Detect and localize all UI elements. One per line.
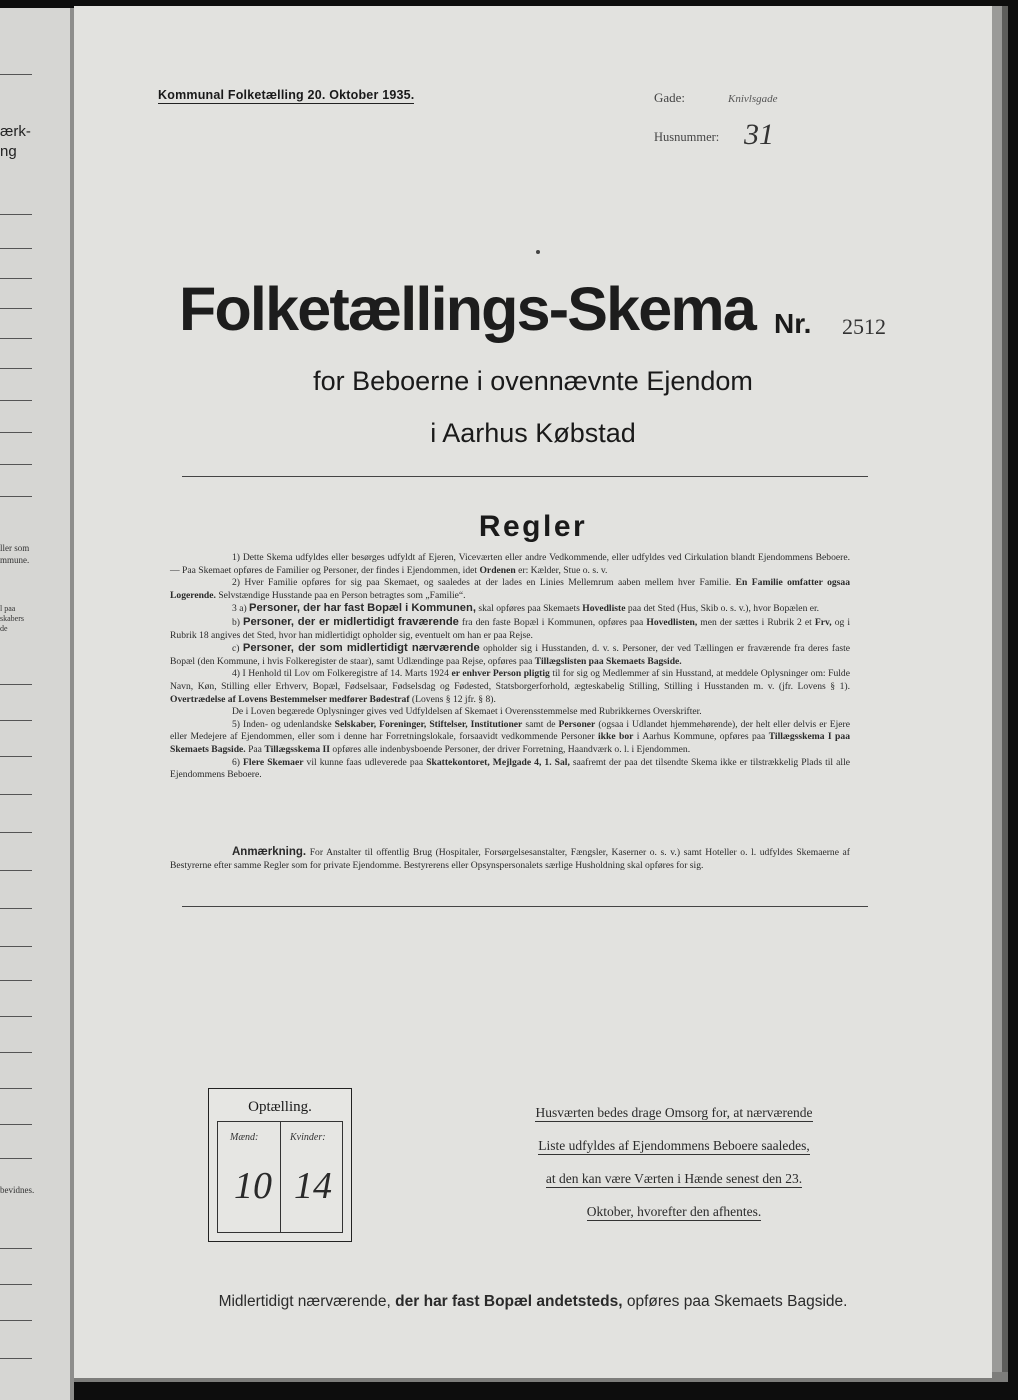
divider [0, 278, 32, 279]
left-page-text: ærk- [0, 123, 31, 140]
divider [0, 1124, 32, 1125]
men-label: Mænd: [230, 1132, 259, 1143]
divider [0, 908, 32, 909]
divider [0, 1320, 32, 1321]
page-edge [1002, 6, 1008, 1378]
page-edge [992, 6, 1002, 1378]
column-divider [280, 1122, 281, 1232]
divider-rule [182, 476, 868, 477]
divider [0, 1284, 32, 1285]
count-box [208, 1088, 352, 1242]
rules-heading: Regler [478, 510, 588, 543]
divider [0, 1358, 32, 1359]
divider [0, 496, 32, 497]
left-page-fragment [0, 8, 74, 1400]
divider [0, 832, 32, 833]
rules-text [170, 552, 850, 782]
left-page-text: ng [0, 143, 17, 160]
left-page-text: bevidnes. [0, 1185, 35, 1195]
rule-paragraph: b) Personer, der er midlertidigt fraværende fra den faste Bopæl i Kommunen, opføres paa Hovedlisten, men der sættes i Rubrik 2 et Frv, og i Rubrik 18 angives det Sted, hvor han midlertidigt opholder sig, eventuelt om han er paa Rejse. [170, 615, 850, 641]
rule-paragraph: 5) Inden- og udenlandske Selskaber, Foreninger, Stiftelser, Institutioner samt de Personer (ogsaa i Udlandet hjemmehørende), der helt eller delvis er Ejere eller Medejere af Ejendommen, eller som i denne har Forretningslokale, forsaavidt vedkommende Personer ikke bor i Aarhus Kommune, opføres paa Tillægsskema I paa Skemaets Bagside. Paa Tillægsskema II opføres alle indenbysboende Personer, der driver Forretning, Haandværk o. l. i Ejendommen. [170, 718, 850, 755]
women-count: 14 [294, 1165, 332, 1207]
left-page-text: ller som mmune. [0, 543, 30, 565]
divider [0, 368, 32, 369]
form-number-value: 2512 [842, 314, 886, 339]
rule-paragraph: 1) Dette Skema udfyldes eller besørges udfyldt af Ejeren, Viceværten eller andre Vedkommende, eller udfyldes ved Cirkulation blandt Ejendommens Beboere. — Paa Skemaet opføres de Familier og Personer, der findes i Ejendommen, idet Ordenen er: Kælder, Stue o. s. v. [170, 552, 850, 576]
footer-note: Midlertidigt nærværende, der har fast Bopæl andetsteds, opføres paa Skemaets Bagside. [218, 1293, 848, 1310]
divider [0, 74, 32, 75]
divider [0, 946, 32, 947]
count-title: Optælling. [248, 1099, 312, 1115]
divider [0, 338, 32, 339]
remark-text: Anmærkning. For Anstalter til offentlig Brug (Hospitaler, Forsørgelsesanstalter, Fængsler, Kaserner o. s. v.) samt Hoteller o. l. udfyldes Skemaerne af Bestyrerne efter samme Regler som for private Ejendomme. Bestyrerens eller Opsynspersonalets særlige Husholdning skal opføres for sig. [170, 846, 850, 871]
divider [0, 400, 32, 401]
divider [0, 1088, 32, 1089]
divider [0, 1016, 32, 1017]
rule-paragraph: 2) Hver Familie opføres for sig paa Skemaet, og saaledes at der lades en Linies Mellemrum aaben mellem hver Familie. En Familie omfatter ogsaa Logerende. Selvstændige Husstande paa en Person betragtes som „Familie“. [170, 577, 850, 601]
divider [0, 980, 32, 981]
divider [0, 794, 32, 795]
left-page-text: l paa skabers de [0, 604, 24, 633]
note-line: Oktober, hvorefter den afhentes. [586, 1204, 762, 1219]
divider [0, 464, 32, 465]
note-line: Husværten bedes drage Omsorg for, at nærværende [535, 1105, 813, 1120]
rule-paragraph: De i Loven begærede Oplysninger gives ved Udfyldelsen af Skemaet i Overensstemmelse med Rubrikkernes Overskrifter. [232, 706, 702, 718]
divider [0, 1052, 32, 1053]
men-count: 10 [234, 1165, 272, 1207]
landlord-note [494, 1096, 854, 1228]
rule-paragraph: 3 a) Personer, der har fast Bopæl i Kommunen, skal opføres paa Skemaets Hovedliste paa det Sted (Hus, Skib o. s. v.), hvor Bopælen er. [232, 602, 820, 615]
note-line: Liste udfyldes af Ejendommens Beboere saaledes, [538, 1138, 810, 1153]
form-number-label: Nr. [774, 308, 812, 339]
census-form-page [74, 6, 992, 1378]
ink-speck [536, 250, 540, 254]
divider [0, 214, 32, 215]
divider [0, 870, 32, 871]
divider-rule [182, 906, 868, 907]
divider [0, 756, 32, 757]
count-table [217, 1121, 343, 1233]
house-number-label: Husnummer: [654, 130, 720, 144]
divider [0, 248, 32, 249]
women-label: Kvinder: [290, 1132, 326, 1143]
rule-paragraph: 4) I Henhold til Lov om Folkeregistre af 14. Marts 1924 er enhver Person pligtig til for sig og Medlemmer af sin Husstand, at meddele Oplysninger om: Fulde Navn, Køn, Stilling eller Erhverv, Bopæl, Fødselsaar, Fødselsdag og Fødested, Statsborgerforhold, ægteskabelig Stilling, Stilling i Husstanden m. v. (jfr. Lovens § 1). Overtrædelse af Lovens Bestemmelser medfører Bødestraf (Lovens § 12 jfr. § 8). [170, 668, 850, 705]
remark-label: Anmærkning. [232, 846, 307, 858]
divider [0, 684, 32, 685]
divider [0, 1248, 32, 1249]
divider [0, 308, 32, 309]
rule-paragraph: c) Personer, der som midlertidigt nærværende opholder sig i Husstanden, d. v. s. Personer, der ved Tællingen er fraværende fra deres faste Bopæl (den Kommune, i hvis Folkeregister de staar), samt Udlændinge paa Rejse, opføres paa Tillægslisten paa Skemaets Bagside. [170, 642, 850, 667]
note-line: at den kan være Værten i Hænde senest den 23. [545, 1171, 803, 1186]
form-title: Folketællings-Skema [179, 275, 755, 343]
form-subtitle: for Beboerne i ovennævnte Ejendom [313, 366, 753, 396]
divider [0, 432, 32, 433]
census-header: Kommunal Folketælling 20. Oktober 1935. [158, 88, 415, 102]
divider [0, 720, 32, 721]
house-number-value: 31 [744, 118, 774, 151]
divider [0, 1158, 32, 1159]
form-subtitle: i Aarhus Købstad [430, 418, 636, 448]
street-label: Gade: [654, 90, 686, 105]
street-value: Knivlsgade [728, 93, 778, 105]
rule-paragraph: 6) Flere Skemaer vil kunne faas udleverede paa Skattekontoret, Mejlgade 4, 1. Sal, saafremt der paa det tilsendte Skema ikke er tilstrækkelig Plads til alle Ejendommens Beboere. [170, 756, 850, 781]
